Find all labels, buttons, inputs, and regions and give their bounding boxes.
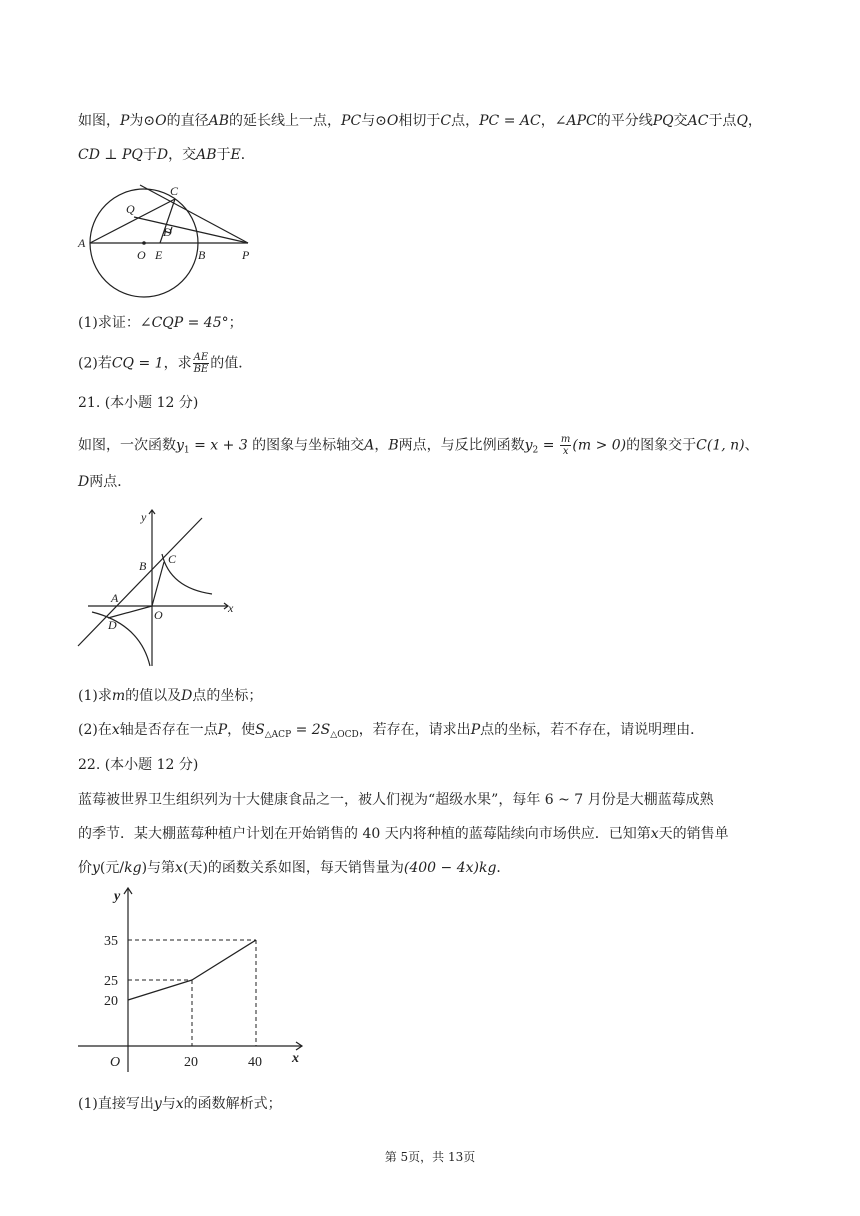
x-tick-label-40: 40 <box>248 1055 262 1070</box>
p20-question-2: (2)若CQ = 1，求 $\frac{AE}{BE}$ 的值． <box>78 352 253 375</box>
p21-question-2: (2)在x轴是否存在一点P，使$S_{\triangle ACP} = 2S_{\triangle OCD}$，若存在，请求出P点的坐标，若不存在，请说明理由． <box>78 722 705 740</box>
label-p: P <box>242 248 250 262</box>
p20-question-1: (1)求证：∠CQP = 45°； <box>78 315 243 331</box>
p22-header: 22. (本小题 12 分) <box>78 757 199 773</box>
label-d: D <box>108 618 117 632</box>
p21-header: 21. (本小题 12 分) <box>78 395 199 411</box>
label-e: E <box>155 248 163 262</box>
x-tick-label-20: 20 <box>184 1055 198 1070</box>
y-tick-label-35: 35 <box>104 934 118 949</box>
p20-intro-line-1: 如图，P为⊙O的直径AB的延长线上一点，PC与⊙O相切于C点，PC = AC，∠APC的平分线PQ交AC于点Q， <box>78 113 762 129</box>
p20-circle-figure <box>78 180 268 302</box>
p22-intro-line-3: 价y(元/kg)与第x(天)的函数关系如图，每天销售量为(400 − 4x)kg． <box>78 860 511 876</box>
fraction-m-x: $\frac{m}{x}$ <box>560 434 571 457</box>
label-o: O <box>154 608 163 622</box>
p21-question-1: (1)求m的值以及D点的坐标； <box>78 688 263 704</box>
series-segment-2 <box>192 940 256 980</box>
p22-intro-line-1: 蓝莓被世界卫生组织列为十大健康食品之一，被人们视为“超级水果”，每年 6 ~ 7 月份是大棚蓝莓成熟 <box>78 792 714 808</box>
p21-intro-line-1: 如图，一次函数$y_1 = x + 3$ 的图象与坐标轴交A，B两点，与反比例函数$y_2$ = $\frac{m}{x}$ (m > 0)的图象交于C(1, n)、 <box>78 434 759 457</box>
p22-question-1: (1)直接写出y与x的函数解析式； <box>78 1096 282 1112</box>
linear-function-line <box>78 518 202 646</box>
p22-price-chart <box>78 880 318 1080</box>
label-y: y <box>141 510 147 524</box>
center-dot <box>142 241 146 245</box>
label-q: Q <box>126 202 135 216</box>
label-c: C <box>168 552 177 566</box>
p20-intro-line-2: CD ⊥ PQ于D，交AB于E． <box>78 147 255 163</box>
p21-intro-line-2: D两点． <box>78 474 132 490</box>
bisector-pq <box>134 217 248 243</box>
p21-function-figure <box>78 506 248 671</box>
series-segment-1 <box>128 980 192 1000</box>
y-tick-label-25: 25 <box>104 974 118 989</box>
label-b: B <box>198 248 206 262</box>
page-footer: 第 5页，共 13页 <box>384 1150 476 1164</box>
fraction-ae-be: $\frac{AE}{BE}$ <box>193 352 209 375</box>
label-c: C <box>170 184 179 198</box>
label-a: A <box>78 236 86 250</box>
label-b: B <box>139 559 147 573</box>
tangent-pc <box>140 185 248 243</box>
label-x: x <box>228 601 234 615</box>
chart-y-label: y <box>114 889 121 904</box>
label-o: O <box>137 248 146 262</box>
label-a: A <box>111 591 119 605</box>
y-tick-label-20: 20 <box>104 994 118 1009</box>
p22-intro-line-2: 的季节．某大棚蓝莓种植户计划在开始销售的 40 天内将种植的蓝莓陆续向市场供应．已知第x天的销售单 <box>78 826 729 842</box>
x-tick-label-O: O <box>110 1055 121 1070</box>
hyperbola-branch-2 <box>92 612 150 666</box>
label-d: D <box>163 225 172 239</box>
chart-x-label: x <box>292 1051 299 1066</box>
